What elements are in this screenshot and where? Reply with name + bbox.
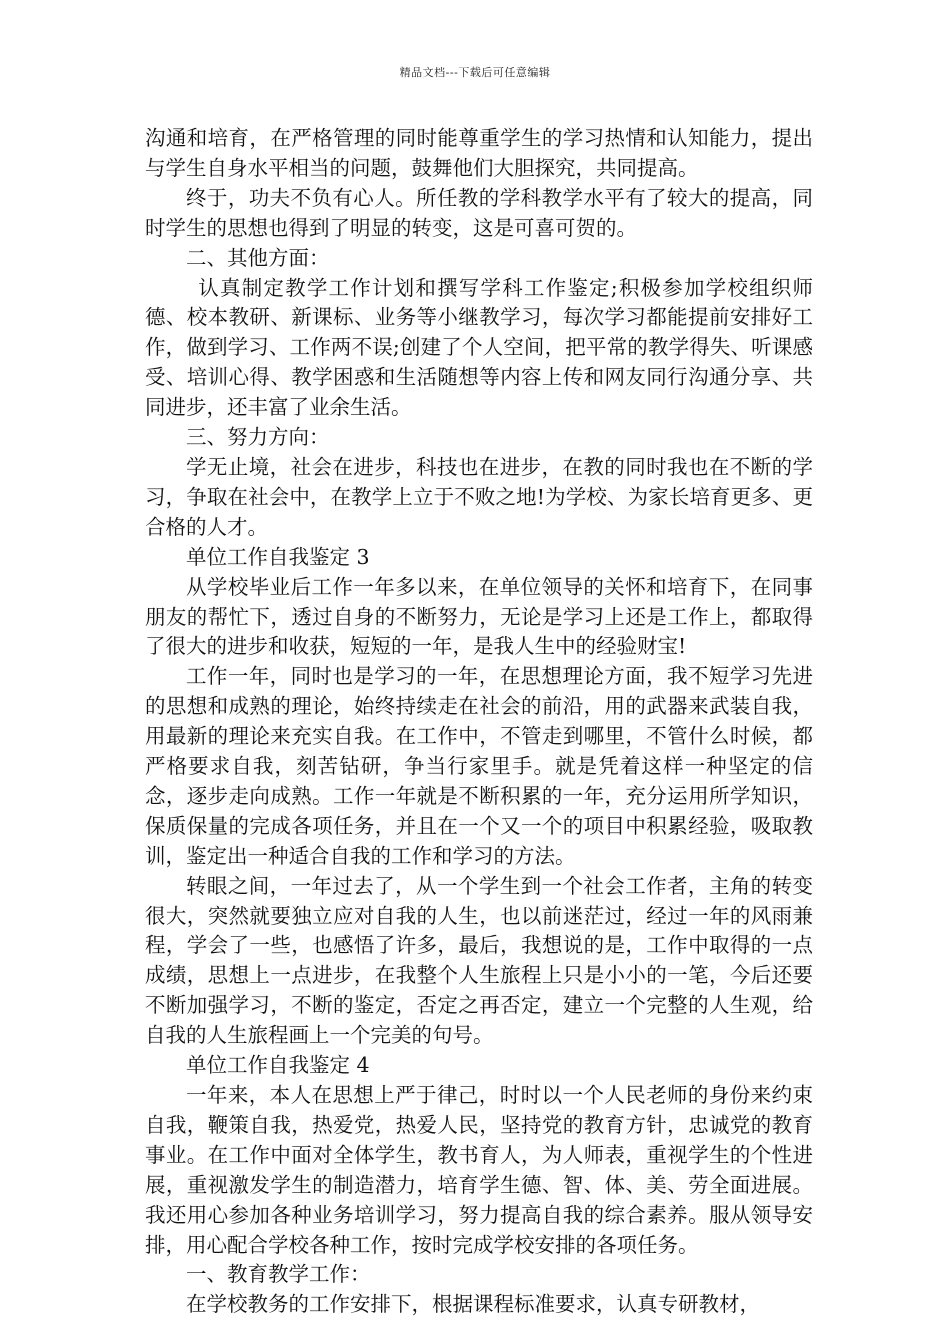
paragraph: 工作一年，同时也是学习的一年，在思想理论方面，我不短学习先进的思想和成熟的理论，始终持续走在社会的前沿，用的武器来武装自我，用最新的理论来充实自我。在工作中，不管走到哪里，不管什么时候，都严格要求自我，刻苦钻研，争当行家里手。就是凭着这样一种坚定的信念，逐步走向成熟。工作一年就是不断积累的一年，充分运用所学知识，保质保量的完成各项任务，并且在一个又一个的项目中积累经验，吸取教训，鉴定出一种适合自我的工作和学习的方法。 (145, 664, 813, 868)
paragraph: 终于，功夫不负有心人。所任教的学科教学水平有了较大的提高，同时学生的思想也得到了明显的转变，这是可喜可贺的。 (145, 185, 813, 240)
section-title: 单位工作自我鉴定 4 (186, 1053, 370, 1078)
paragraph: 转眼之间，一年过去了，从一个学生到一个社会工作者，主角的转变很大，突然就要独立应对自我的人生，也以前迷茫过，经过一年的风雨兼程，学会了一些，也感悟了许多，最后，我想说的是，工作中取得的一点成绩，思想上一点进步，在我整个人生旅程上只是小小的一笔，今后还要不断加强学习，不断的鉴定，否定之再否定，建立一个完整的人生观，给自我的人生旅程画上一个完美的句号。 (145, 873, 813, 1048)
paragraph: 沟通和培育，在严格管理的同时能尊重学生的学习热情和认知能力，提出与学生自身水平相当的问题，鼓舞他们大胆探究，共同提高。 (145, 126, 813, 180)
paragraph: 一年来，本人在思想上严于律己，时时以一个人民老师的身份来约束自我，鞭策自我，热爱党，热爱人民，坚持党的教育方针，忠诚党的教育事业。在工作中面对全体学生，教书育人，为人师表，重视学生的个性进展，重视激发学生的制造潜力，培育学生德、智、体、美、劳全面进展。我还用心参加各种业务培训学习，努力提高自我的综合素养。服从领导安排，用心配合学校各种工作，按时完成学校安排的各项任务。 (145, 1083, 813, 1257)
paragraph: 学无止境，社会在进步，科技也在进步，在教的同时我也在不断的学习，争取在社会中，在教学上立于不败之地!为学校、为家长培育更多、更合格的人才。 (145, 454, 813, 539)
section-heading: 二、其他方面： (186, 245, 330, 270)
paragraph: 认真制定教学工作计划和撰写学科工作鉴定;积极参加学校组织师德、校本教研、新课标、业务等小继教学习，每次学习都能提前安排好工作，做到学习、工作两不误;创建了个人空间，把平常的教学得失、听课感受、培训心得、教学困惑和生活随想等内容上传和网友同行沟通分享、共同进步，还丰富了业余生活。 (145, 275, 813, 420)
page-header: 精品文档---下载后可任意编辑 (399, 66, 551, 79)
section-title: 单位工作自我鉴定 3 (186, 544, 370, 569)
document-body (145, 124, 813, 1320)
paragraph: 在学校教务的工作安排下，根据课程标准要求，认真专研教材， (186, 1292, 760, 1317)
section-heading: 三、努力方向： (186, 425, 330, 450)
paragraph: 从学校毕业后工作一年多以来，在单位领导的关怀和培育下，在同事朋友的帮忙下，透过自身的不断努力，无论是学习上还是工作上，都取得了很大的进步和收获，短短的一年，是我人生中的经验财宝! (145, 574, 813, 659)
section-heading: 一、教育教学工作： (186, 1262, 371, 1287)
